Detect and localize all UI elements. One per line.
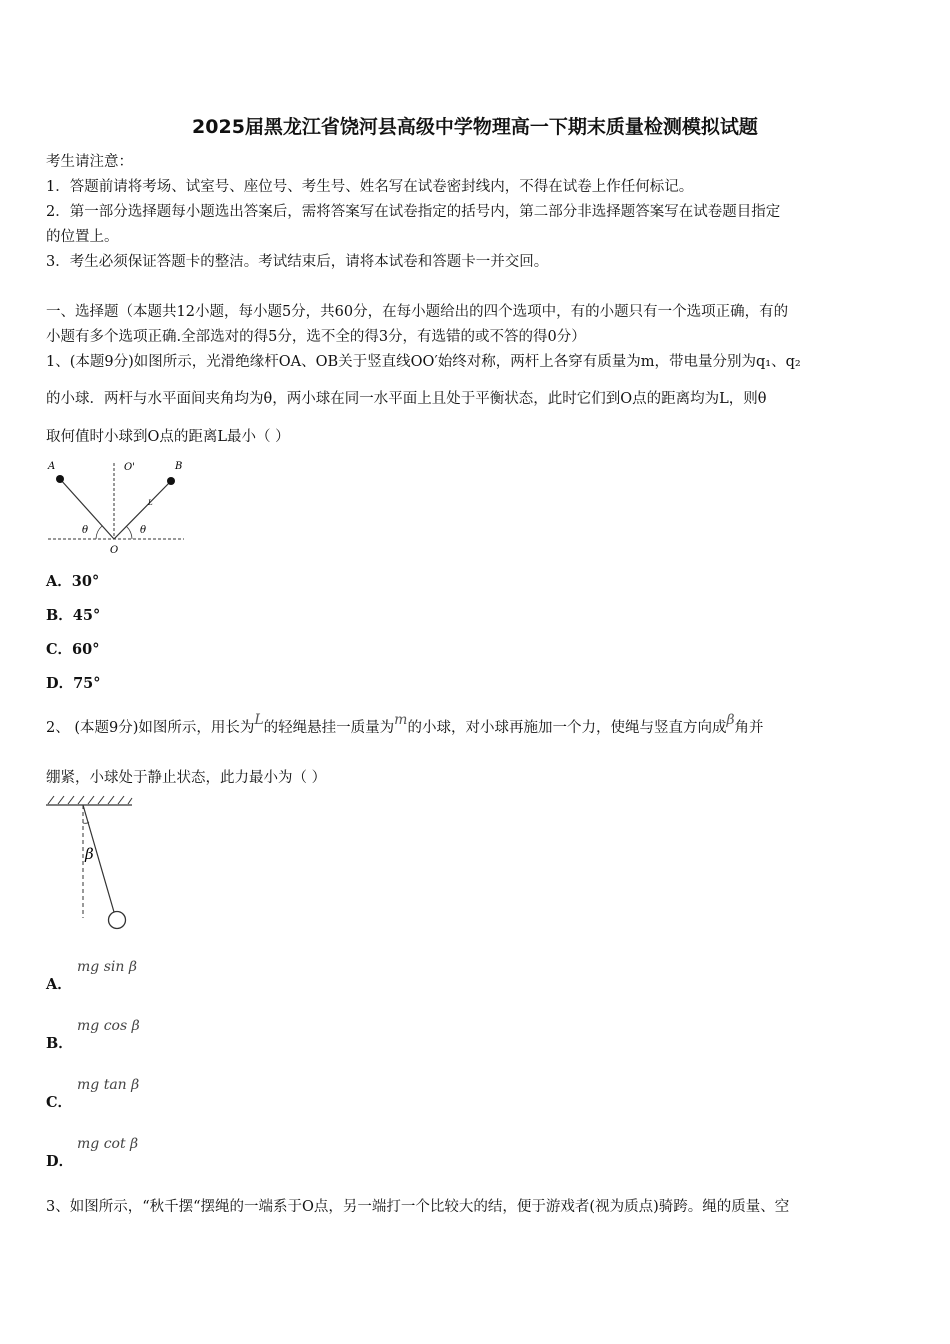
q2-option-a-expr: mg sin β <box>77 959 137 975</box>
q1-option-b[interactable]: B．45° <box>46 607 101 624</box>
q2-option-b-expr: mg cos β <box>77 1018 140 1034</box>
q1-figure <box>44 455 189 560</box>
q1-option-d[interactable]: D．75° <box>46 675 101 692</box>
q2-option-d-expr: mg cot β <box>77 1136 139 1152</box>
q2-option-c-expr: mg tan β <box>77 1077 140 1093</box>
q3-stem: 3、如图所示，“秋千摆“摆绳的一端系于O点，另一端打一个比较大的结，便于游戏者(视为质点)骑跨。绳的质量、空 <box>46 1199 790 1215</box>
q1-stem: 1、(本题9分)如图所示，光滑绝缘杆OA、OB关于竖直线OO′始终对称，两杆上各穿有质量为m，带电量分别为q₁、q₂ <box>46 354 801 370</box>
q2-option-d[interactable]: D． <box>46 1153 74 1170</box>
q1-option-a[interactable]: A．30° <box>46 573 100 590</box>
q1-stem: 的小球．两杆与水平面间夹角均为θ，两小球在同一水平面上且处于平衡状态，此时它们到O点的距离均为L，则θ <box>46 391 767 407</box>
notice-heading: 考生请注意： <box>46 154 133 170</box>
notice-item: 3．考生必须保证答题卡的整洁。考试结束后，请将本试卷和答题卡一并交回。 <box>46 254 549 270</box>
notice-item: 的位置上。 <box>46 229 119 245</box>
q2-option-b[interactable]: B． <box>46 1035 73 1052</box>
q1-option-c[interactable]: C．60° <box>46 641 100 658</box>
label-beta: β <box>85 845 94 863</box>
q1-stem: 取何值时小球到O点的距离L最小（ ） <box>46 429 290 445</box>
notice-item: 1．答题前请将考场、试室号、座位号、考生号、姓名写在试卷密封线内，不得在试卷上作任何标记。 <box>46 179 694 195</box>
label-o: O <box>110 545 119 556</box>
q2-stem: 绷紧，小球处于静止状态，此力最小为（ ） <box>46 770 327 786</box>
section-instructions: 小题有多个选项正确.全部选对的得5分，选不全的得3分，有选错的或不答的得0分） <box>46 329 586 345</box>
q2-stem: 2、 (本题9分)如图所示，用长为L的轻绳悬挂一质量为m的小球，对小球再施加一个力，使绳与竖直方向成β角并 <box>46 712 764 736</box>
q2-option-a[interactable]: A． <box>46 976 72 993</box>
section-instructions: 一、选择题（本题共12小题，每小题5分，共60分，在每小题给出的四个选项中，有的小题只有一个选项正确，有的 <box>46 304 789 320</box>
notice-item: 2．第一部分选择题每小题选出答案后，需将答案写在试卷指定的括号内，第二部分非选择题答案写在试卷题目指定 <box>46 204 781 220</box>
label-theta: θ <box>140 525 147 536</box>
label-b: B <box>175 461 183 472</box>
label-o-prime: O' <box>124 462 135 473</box>
q2-option-c[interactable]: C． <box>46 1094 73 1111</box>
label-theta: θ <box>82 525 89 536</box>
label-l: L <box>148 499 153 507</box>
page-title: 2025届黑龙江省饶河县高级中学物理高一下期末质量检测模拟试题 <box>192 116 758 138</box>
label-a: A <box>48 461 56 472</box>
q2-figure <box>44 793 139 933</box>
